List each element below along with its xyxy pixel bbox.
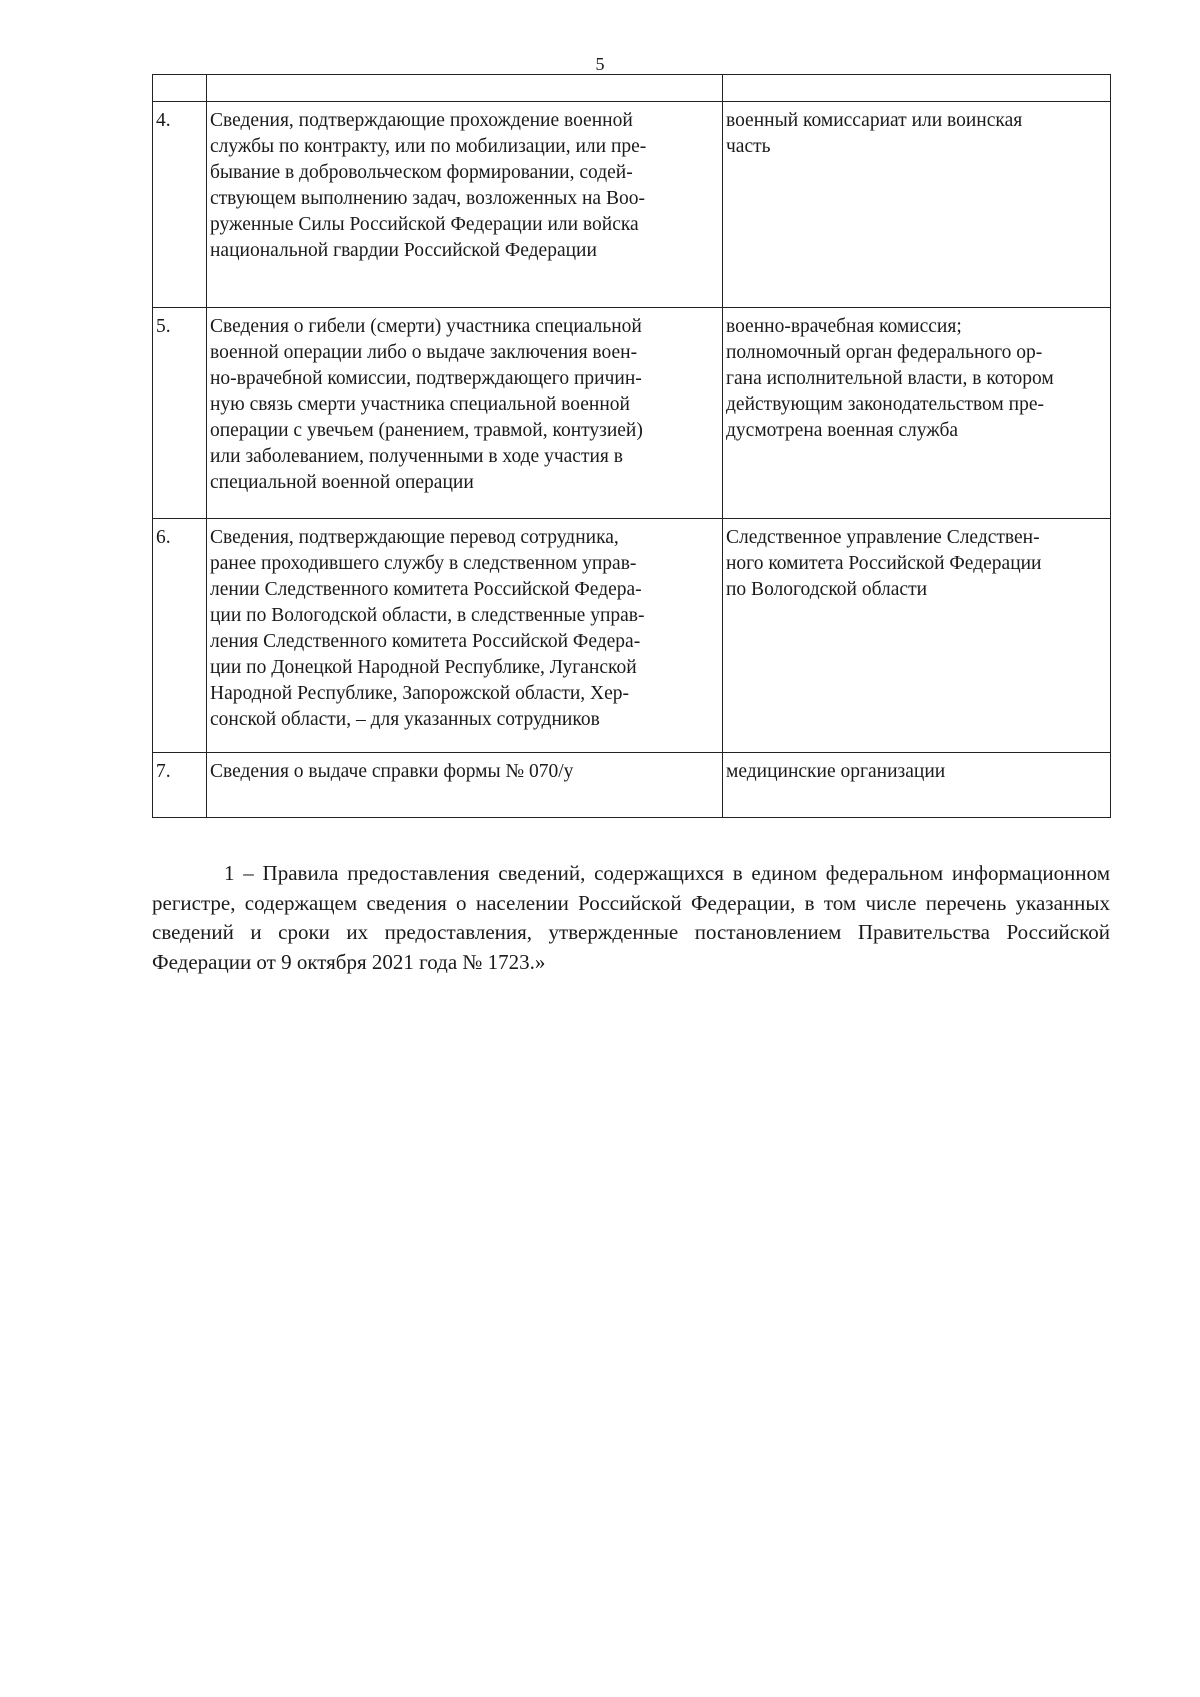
table-header-row [153,75,1111,102]
row-source: Следственное управление Следствен- ного комитета Российской Федерации по Вологодской области [723,519,1111,753]
row-info: Сведения, подтверждающие перевод сотрудника, ранее проходившего службу в следственном управ- лении Следственного комитета Российской Федера- ции по Вологодской области, в следственные управ- ления Следственного комитета Российской Федера- ции по Донецкой Народной Республике, Луганской Народной Республике, Запорожской области, Хер- сонской области, – для указанных сотрудников [207,519,723,753]
data-sources-table [152,74,1111,818]
header-cell-info [207,75,723,102]
row-source: военно-врачебная комиссия; полномочный орган федерального ор- гана исполнительной власти, в котором действующим законодательством пре- дусмотрена военная служба [723,308,1111,519]
row-info: Сведения о гибели (смерти) участника специальной военной операции либо о выдаче заключения воен- но-врачебной комиссии, подтверждающего причин- ную связь смерти участника специальной военной операции с увечьем (ранением, травмой, контузией) или заболеванием, полученными в ходе участия в специальной военной операции [207,308,723,519]
table-row [153,308,1111,519]
row-source: медицинские организации [723,753,1111,818]
header-cell-number [153,75,207,102]
row-number: 6. [153,519,207,753]
footnote: 1 – Правила предоставления сведений, содержащихся в едином федеральном информационном регистре, содержащем сведения о населении Российской Федерации, в том числе перечень указанных сведений и сроки их предоставления, утвержденные постановлением Правительства Российской Федерации от 9 октября 2021 года № 1723.» [152,861,1110,974]
row-info: Сведения, подтверждающие прохождение военной службы по контракту, или по мобилизации, или пре- бывание в добровольческом формировании, содей- ствующем выполнению задач, возложенных на Воо- руженные Силы Российской Федерации или войска национальной гвардии Российской Федерации [207,102,723,308]
table-row [153,753,1111,818]
header-cell-source [723,75,1111,102]
table-row [153,102,1111,308]
row-number: 5. [153,308,207,519]
row-source: военный комиссариат или воинская часть [723,102,1111,308]
row-info: Сведения о выдаче справки формы № 070/у [207,753,723,818]
row-number: 7. [153,753,207,818]
table-row [153,519,1111,753]
row-number: 4. [153,102,207,308]
page-number: 5 [595,54,605,74]
